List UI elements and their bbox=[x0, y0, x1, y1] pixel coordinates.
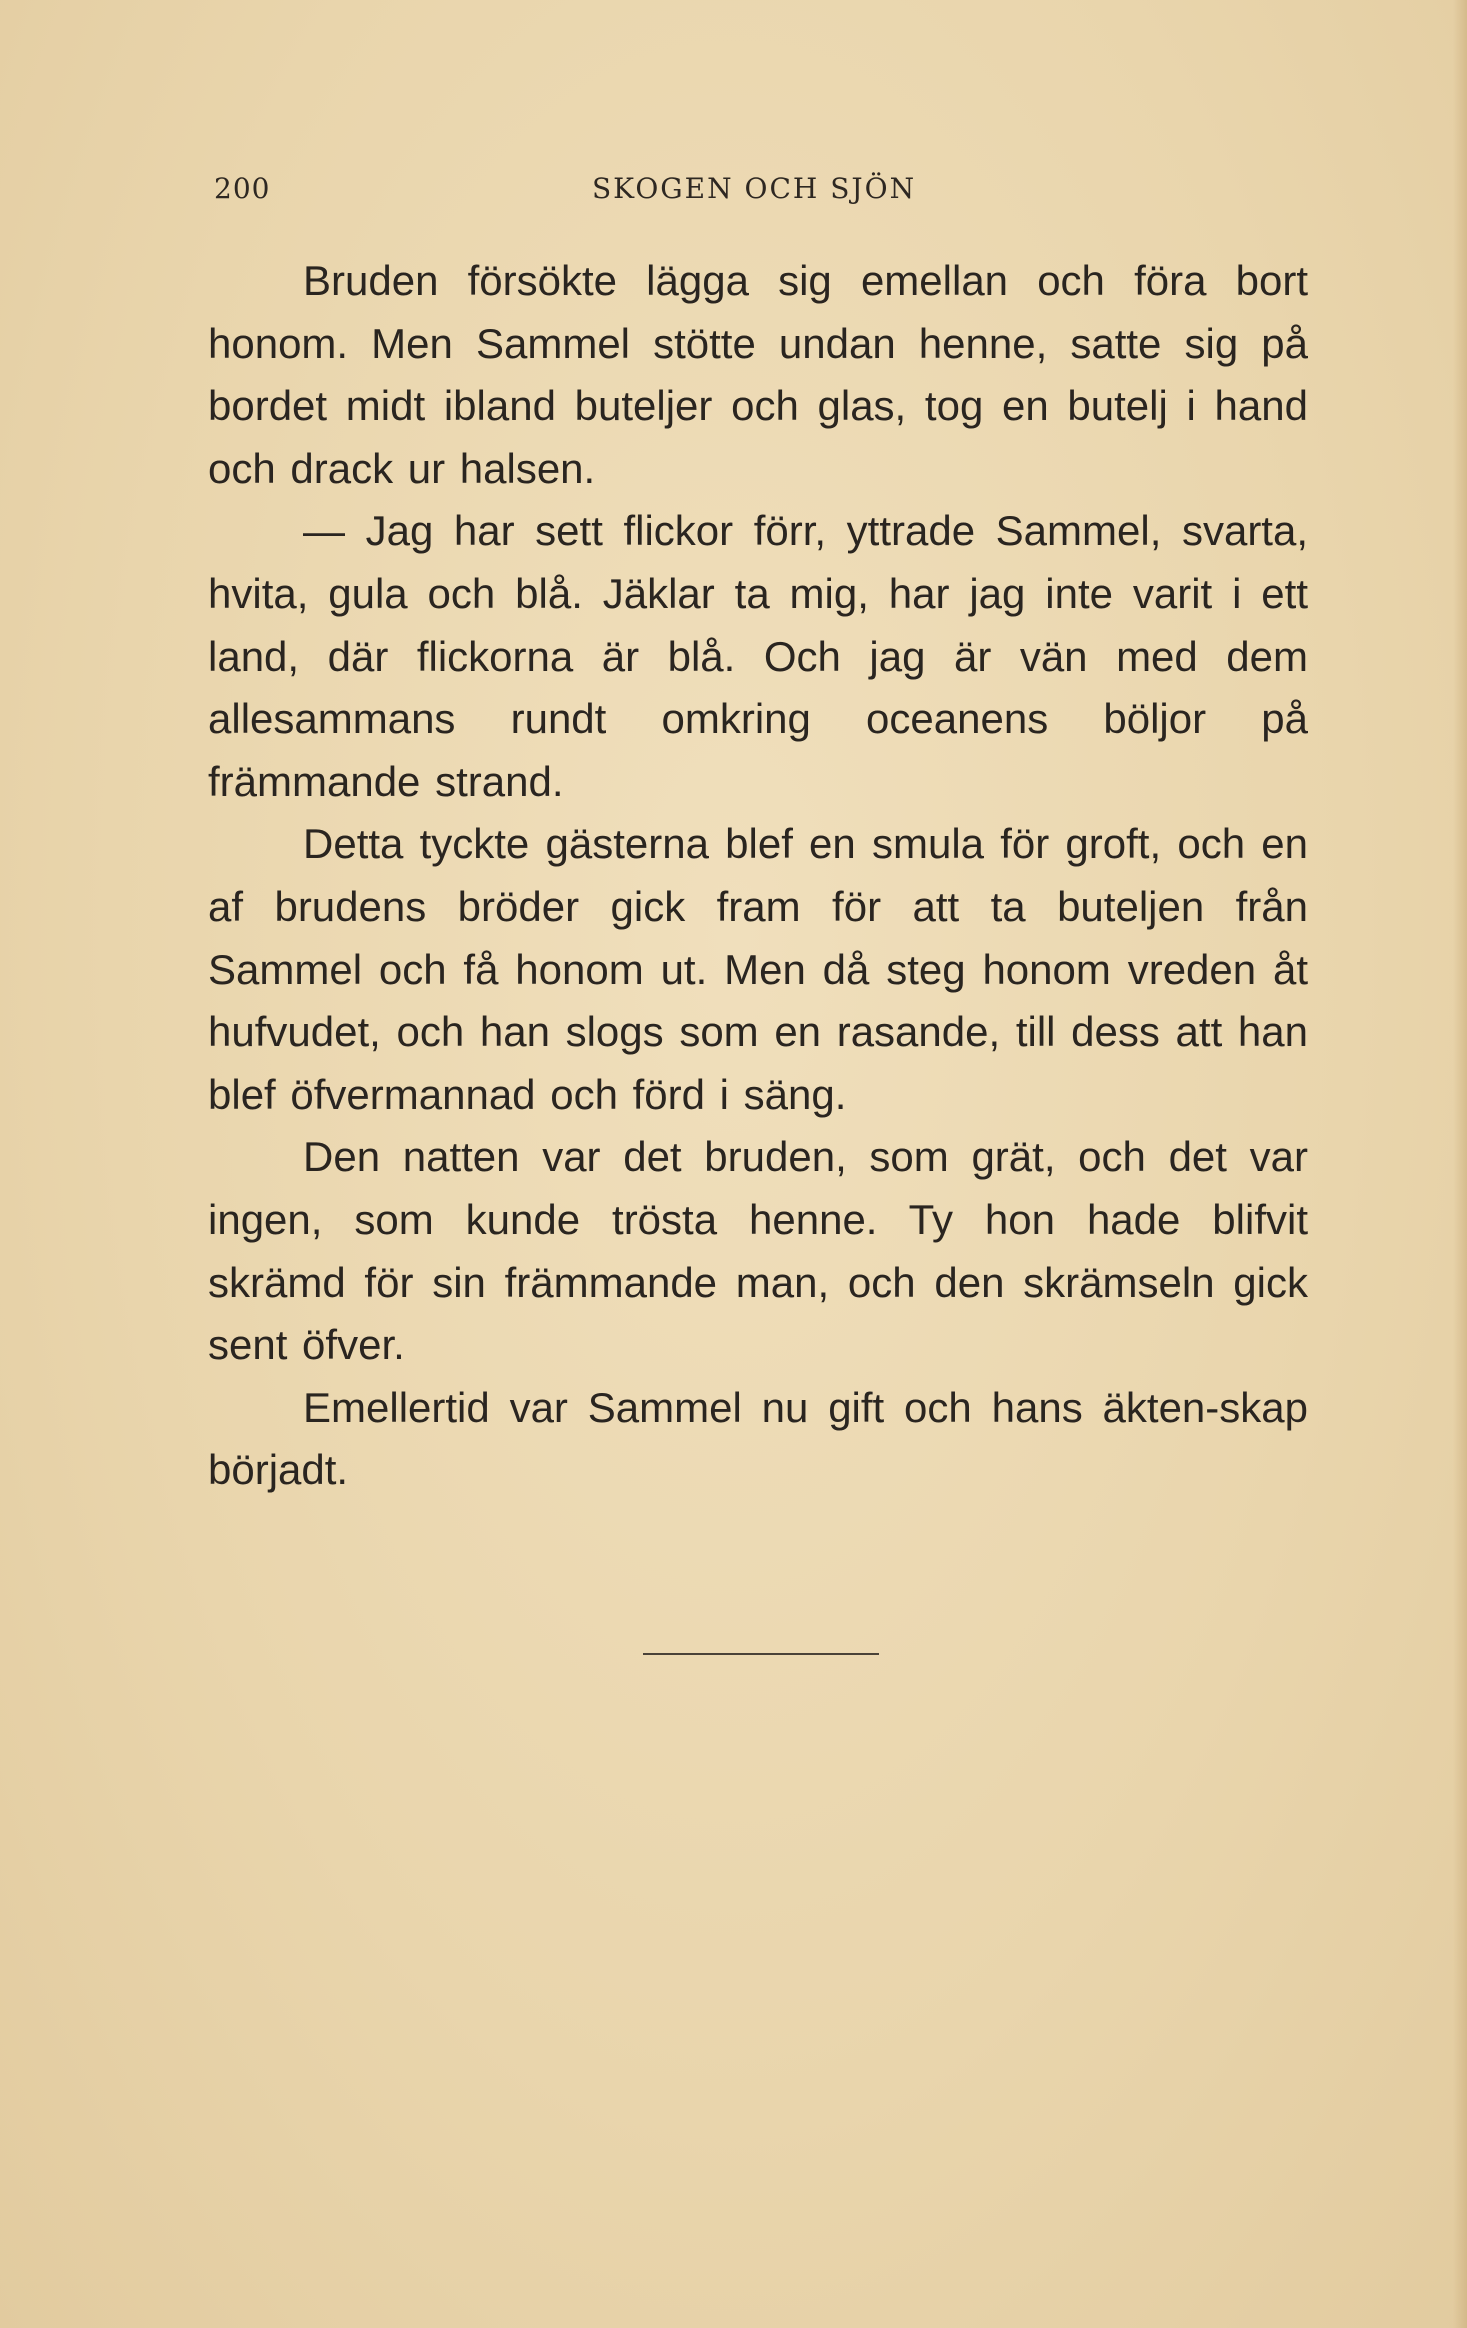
page-edge-shadow bbox=[1453, 0, 1467, 2328]
end-of-chapter-rule bbox=[643, 1653, 879, 1655]
paragraph-3: Detta tyckte gästerna blef en smula för groft, och en af brudens bröder gick fram för att ta buteljen från Sammel och få honom ut. Men då steg honom vreden åt hufvudet, och han slogs som en rasande, till dess att han blef öfvermannad och förd i säng. bbox=[208, 820, 1308, 1118]
paragraph-1: Bruden försökte lägga sig emellan och föra bort honom. Men Sammel stötte undan henne, satte sig på bordet midt ibland buteljer och glas, tog en butelj i hand och drack ur halsen. bbox=[208, 257, 1308, 492]
paragraph-4: Den natten var det bruden, som grät, och det var ingen, som kunde trösta henne. Ty hon hade blifvit skrämd för sin främmande man, och den skrämseln gick sent öfver. bbox=[208, 1133, 1308, 1369]
page-number: 200 bbox=[214, 172, 271, 205]
paragraph-2: — Jag har sett flickor förr, yttrade Sammel, svarta, hvita, gula och blå. Jäklar ta mig, har jag inte varit i ett land, där flickorna är blå. Och jag är vän med dem allesammans rundt omkring oceanens böljor på främmande strand. bbox=[208, 507, 1308, 805]
page-header bbox=[214, 172, 1309, 212]
paragraph-5: Emellertid var Sammel nu gift och hans äkten-skap börjadt. bbox=[208, 1383, 1308, 1494]
body-text bbox=[208, 250, 1308, 1502]
running-title: SKOGEN OCH SJÖN bbox=[592, 172, 917, 205]
